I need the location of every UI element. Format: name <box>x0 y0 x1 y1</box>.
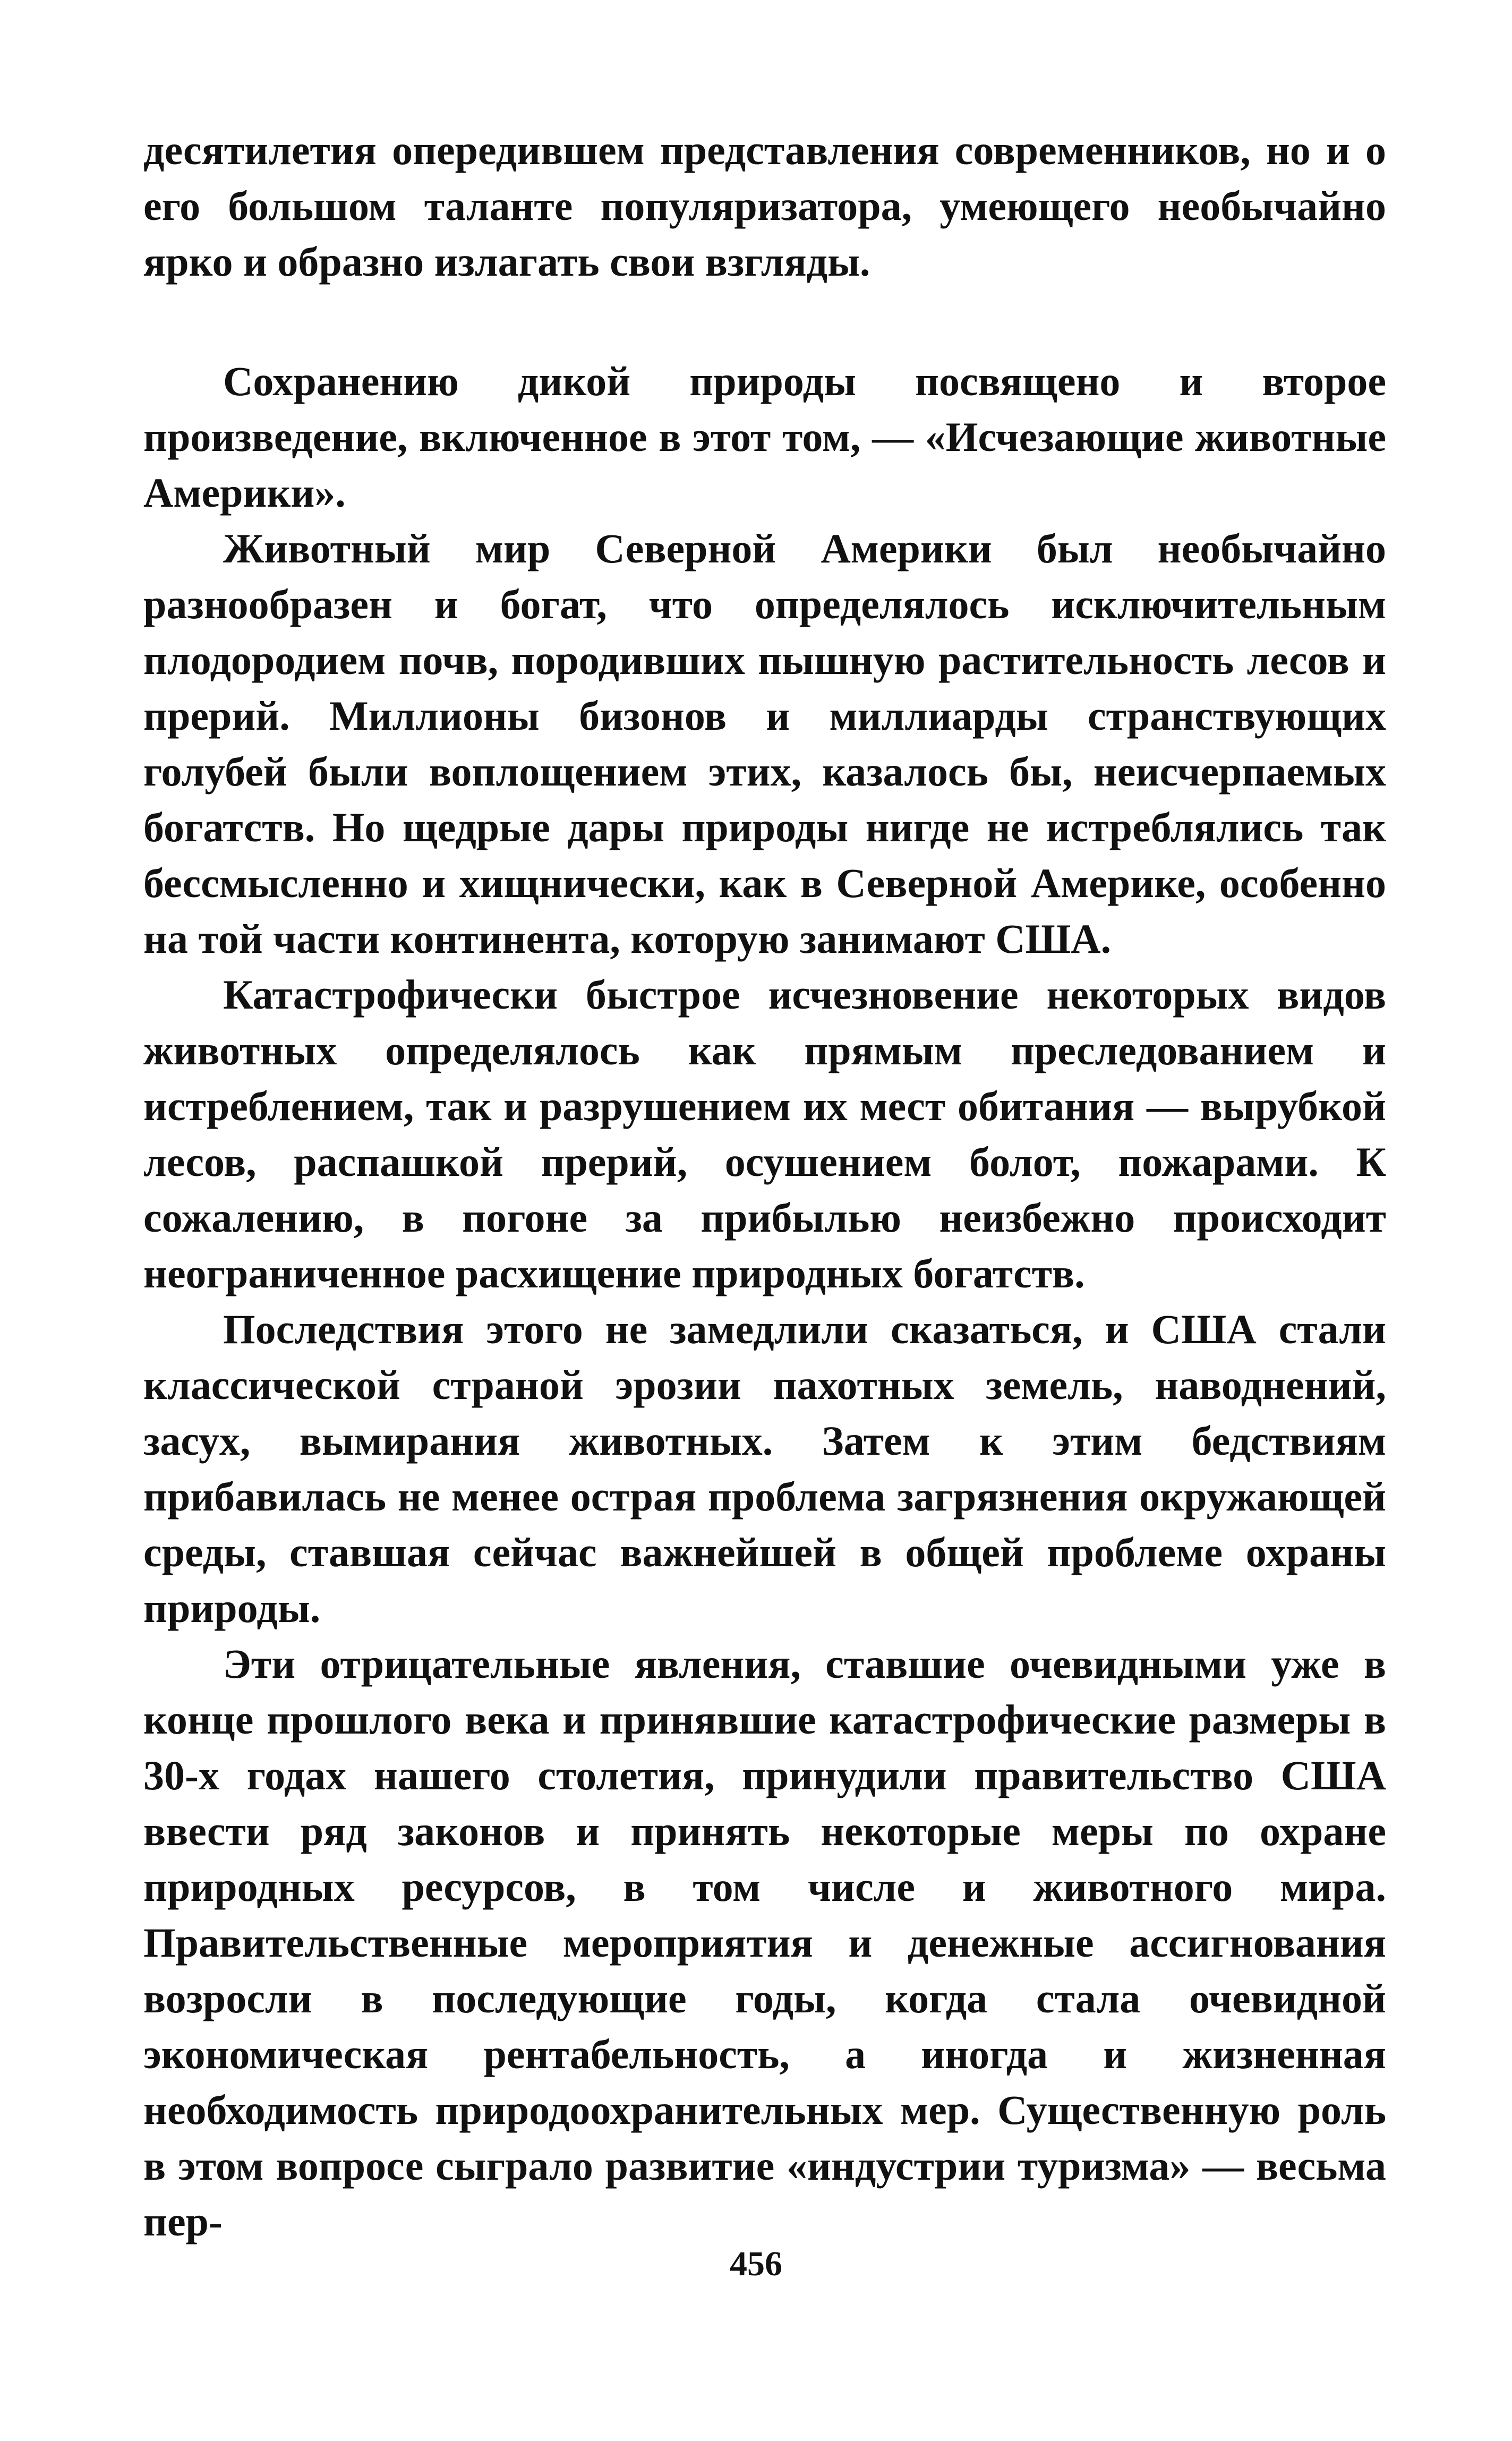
paragraph-second-work: Сохранению дикой природы посвящено и второе произведение, включенное в этот том, — «Исчезающие животные Америки». <box>143 358 1386 516</box>
paragraph-gap <box>143 289 1386 353</box>
page-number: 456 <box>730 2244 782 2283</box>
paragraph-consequences: Последствия этого не замедлили сказаться, и США стали классической страной эрозии пахотных земель, наводнений, засух, вымирания животных. Затем к этим бедствиям прибавилась не менее острая проблема загрязнения окружающей среды, ставшая сейчас важнейшей в общей проблеме охраны природы. <box>143 1306 1386 1631</box>
paragraph-wildlife: Животный мир Северной Америки был необычайно разнообразен и богат, что определялось исключительным плодородием почв, породивших пышную растительность лесов и прерий. Миллионы бизонов и миллиарды странствующих голубей были воплощением этих, казалось бы, неисчерпаемых богатств. Но щедрые дары природы нигде не истреблялись так бессмысленно и хищнически, как в Северной Америке, особенно на той части континента, которую занимают США. <box>143 525 1386 962</box>
paragraph-extinction: Катастрофически быстрое исчезновение некоторых видов животных определялось как прямым преследованием и истреблением, так и разрушением их мест обитания — вырубкой лесов, распашкой прерий, осушением болот, пожарами. К сожалению, в погоне за прибылью неизбежно происходит неограниченное расхищение природных богатств. <box>143 971 1386 1296</box>
page-body <box>143 122 1386 2249</box>
paragraph-continuation: десятилетия опередившем представления современников, но и о его большом таланте популяризатора, умеющего необычайно ярко и образно излагать свои взгляды. <box>143 127 1386 285</box>
paragraph-measures: Эти отрицательные явления, ставшие очевидными уже в конце прошлого века и принявшие катастрофические размеры в 30-х годах нашего столетия, принудили правительство США ввести ряд законов и принять некоторые меры по охране природных ресурсов, в том числе и животного мира. Правительственные мероприятия и денежные ассигнования возросли в последующие годы, когда стала очевидной экономическая рентабельность, а иногда и жизненная необходимость природоохранительных мер. Существенную роль в этом вопросе сыграло развитие «индустрии туризма» — весьма пер- <box>143 1641 1386 2244</box>
